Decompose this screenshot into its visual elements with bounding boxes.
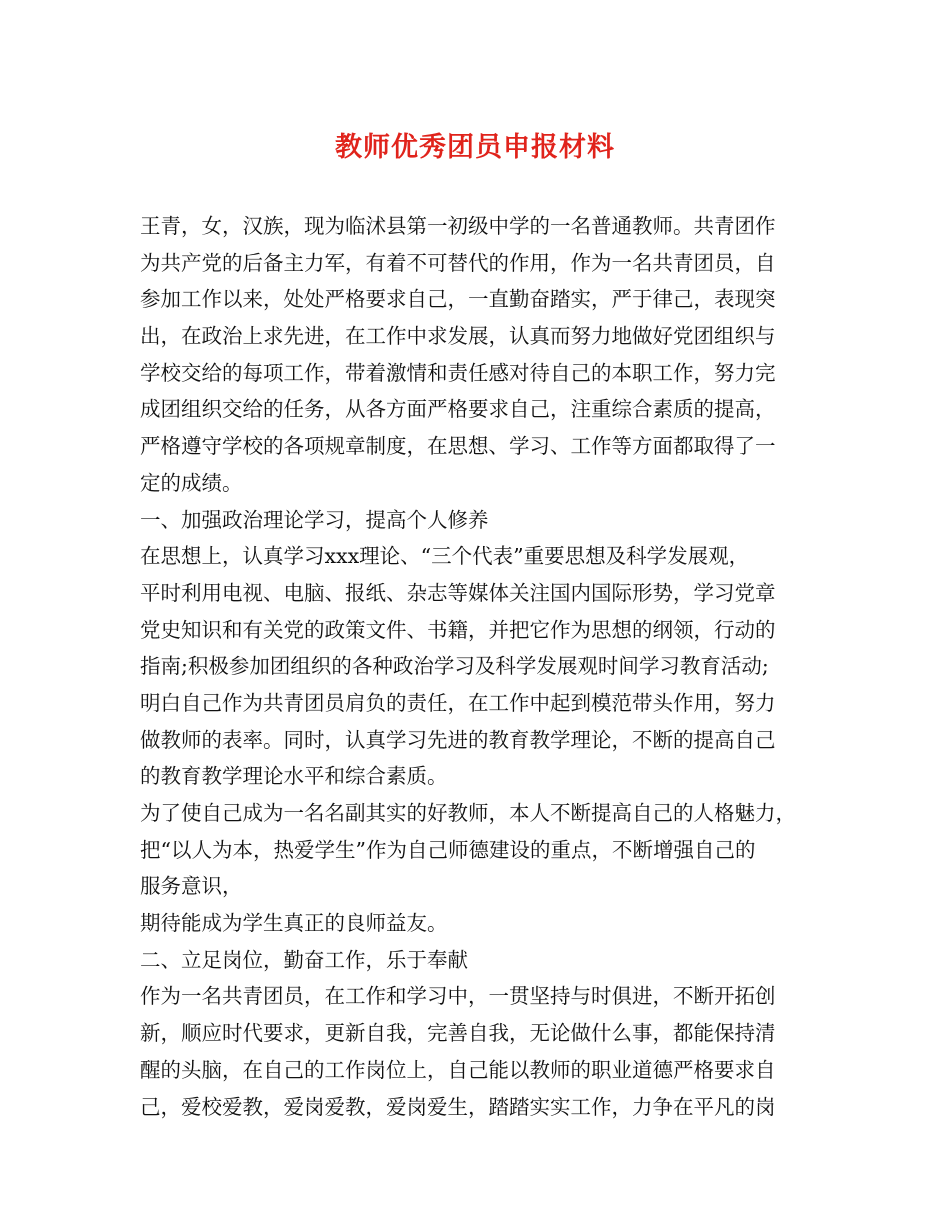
section-heading: 一、加强政治理论学习，提高个人修养	[140, 507, 489, 532]
body-line: 定的成绩。	[140, 470, 243, 495]
body-line: 的教育教学理论水平和综合素质。	[140, 764, 448, 789]
body-line: 为了使自己成为一名名副其实的好教师，本人不断提高自己的人格魅力，	[140, 801, 796, 825]
document-title: 教师优秀团员申报材料	[335, 132, 615, 163]
body-line: 学校交给的每项工作，带着激情和责任感对待自己的本职工作，努力完	[140, 360, 776, 385]
body-line: 指南;积极参加团组织的各种政治学习及科学发展观时间学习教育活动;	[140, 654, 769, 679]
body-line: 己，爱校爱教，爱岗爱教，爱岗爱生，踏踏实实工作，力争在平凡的岗	[140, 1094, 776, 1119]
body-line: 参加工作以来，处处严格要求自己，一直勤奋踏实，严于律己，表现突	[140, 287, 776, 312]
section-heading: 二、立足岗位，勤奋工作，乐于奉献	[140, 947, 468, 972]
body-line: 为共产党的后备主力军，有着不可替代的作用，作为一名共青团员，自	[140, 250, 776, 275]
body-line: 平时利用电视、电脑、报纸、杂志等媒体关注国内国际形势，学习党章	[140, 580, 776, 605]
body-line: 党史知识和有关党的政策文件、书籍，并把它作为思想的纲领，行动的	[140, 617, 776, 642]
body-line: 服务意识，	[140, 874, 243, 899]
body-line: 做教师的表率。同时，认真学习先进的教育教学理论，不断的提高自己	[140, 727, 776, 752]
body-line: 新，顺应时代要求，更新自我，完善自我，无论做什么事，都能保持清	[140, 1021, 776, 1046]
body-line: 王青，女，汉族，现为临沭县第一初级中学的一名普通教师。共青团作	[140, 214, 776, 238]
body-line: 在思想上，认真学习xxx理论、“三个代表”重要思想及科学发展观，	[140, 544, 750, 569]
body-line: 作为一名共青团员，在工作和学习中，一贯坚持与时俱进，不断开拓创	[140, 984, 776, 1009]
document-body	[140, 208, 820, 1125]
body-line: 严格遵守学校的各项规章制度，在思想、学习、工作等方面都取得了一	[140, 434, 776, 459]
body-line: 期待能成为学生真正的良师益友。	[140, 911, 448, 936]
body-line: 醒的头脑，在自己的工作岗位上，自己能以教师的职业道德严格要求自	[140, 1057, 776, 1082]
body-line: 出，在政治上求先进，在工作中求发展，认真而努力地做好党团组织与	[140, 324, 776, 349]
body-line: 把“以人为本，热爱学生”作为自己师德建设的重点，不断增强自己的	[140, 837, 756, 862]
body-line: 明白自己作为共青团员肩负的责任，在工作中起到模范带头作用，努力	[140, 690, 776, 715]
body-line: 成团组织交给的任务，从各方面严格要求自己，注重综合素质的提高，	[140, 397, 776, 422]
